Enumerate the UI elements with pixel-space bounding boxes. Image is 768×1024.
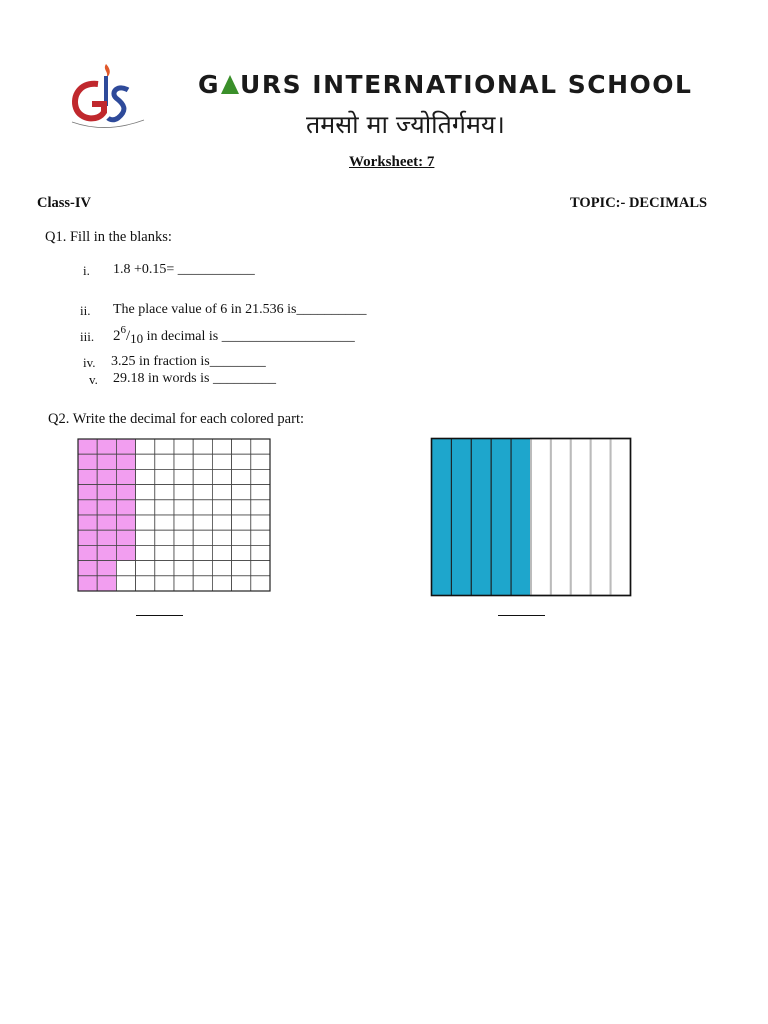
- grid-cell: [155, 469, 174, 484]
- grid-cell-shaded: [97, 561, 116, 576]
- grid-cell: [212, 561, 231, 576]
- grid-cell: [155, 485, 174, 500]
- school-logo: [66, 62, 148, 134]
- grid-cell-shaded: [78, 469, 97, 484]
- grid-cell: [232, 515, 251, 530]
- grid-cell-shaded: [116, 454, 135, 469]
- fraction-denominator: 10: [130, 331, 144, 346]
- grid-cell: [116, 561, 135, 576]
- hundredths-grid: [77, 438, 271, 592]
- grid-cell: [212, 454, 231, 469]
- grid-cell: [212, 530, 231, 545]
- grid-cell-shaded: [116, 485, 135, 500]
- grid-cell-shaded: [116, 500, 135, 515]
- grid-cell: [136, 439, 155, 454]
- strip-shaded: [471, 439, 491, 596]
- item-number: iv.: [83, 355, 96, 370]
- q1-item-text: 1.8 +0.15= ___________: [113, 262, 255, 277]
- grid-cell: [212, 545, 231, 560]
- grid-cell-shaded: [97, 469, 116, 484]
- strip-shaded: [511, 439, 531, 596]
- grid-cell: [136, 576, 155, 591]
- torch-flame-icon: [105, 64, 110, 78]
- strip: [531, 439, 551, 596]
- grid-cell: [232, 576, 251, 591]
- grid-cell: [193, 515, 212, 530]
- grid-cell-shaded: [97, 485, 116, 500]
- grid-cell: [155, 530, 174, 545]
- grid-cell-shaded: [78, 485, 97, 500]
- grid-cell-shaded: [97, 500, 116, 515]
- grid-cell-shaded: [78, 545, 97, 560]
- grid-cell: [136, 545, 155, 560]
- grid-cell: [193, 545, 212, 560]
- grid-cell: [155, 500, 174, 515]
- grid-cell: [174, 439, 193, 454]
- item-number: i.: [83, 263, 90, 278]
- grid-cell: [251, 439, 270, 454]
- strip-shaded: [451, 439, 471, 596]
- strip: [591, 439, 611, 596]
- grid-cell-shaded: [78, 515, 97, 530]
- strip-shaded: [491, 439, 511, 596]
- grid-cell: [232, 561, 251, 576]
- grid-cell: [232, 530, 251, 545]
- grid-cell: [251, 561, 270, 576]
- grid-cell: [193, 439, 212, 454]
- grid-cell: [251, 515, 270, 530]
- school-name: G URS INTERNATIONAL SCHOOL: [198, 70, 693, 99]
- grid-cell: [251, 530, 270, 545]
- grid-cell: [193, 561, 212, 576]
- grid-cell-shaded: [116, 469, 135, 484]
- answer-blank-strips[interactable]: [498, 615, 545, 616]
- class-label: Class-IV: [37, 195, 91, 211]
- grid-cell: [251, 454, 270, 469]
- grid-cell: [251, 500, 270, 515]
- logo-letter-g: [75, 84, 104, 119]
- grid-cell: [136, 530, 155, 545]
- grid-cell-shaded: [78, 530, 97, 545]
- strip: [571, 439, 591, 596]
- fraction-numerator: 6: [120, 324, 126, 336]
- school-motto: तमसो मा ज्योतिर्गमय।: [306, 110, 505, 139]
- grid-cell: [212, 469, 231, 484]
- q1-title: Q1. Fill in the blanks:: [45, 229, 172, 245]
- fraction-whole: 2: [113, 328, 121, 344]
- grid-cell: [174, 561, 193, 576]
- grid-cell: [193, 530, 212, 545]
- strip: [611, 439, 631, 596]
- grid-cell: [155, 545, 174, 560]
- grid-cell-shaded: [116, 545, 135, 560]
- q1-item-text: 29.18 in words is _________: [113, 371, 276, 386]
- grid-cell-shaded: [97, 576, 116, 591]
- grid-cell: [193, 500, 212, 515]
- grid-cell: [174, 515, 193, 530]
- grid-cell: [155, 576, 174, 591]
- grid-cell: [232, 469, 251, 484]
- grid-cell-shaded: [116, 515, 135, 530]
- tenths-strips: [430, 437, 632, 597]
- q1-item-text: in decimal is ___________________: [143, 329, 355, 344]
- grid-cell: [212, 485, 231, 500]
- grid-cell: [155, 439, 174, 454]
- fraction-slash: /: [126, 328, 131, 344]
- strip: [551, 439, 571, 596]
- grid-cell: [136, 500, 155, 515]
- grid-cell: [136, 485, 155, 500]
- item-number: ii.: [80, 303, 91, 318]
- q2-title: Q2. Write the decimal for each colored part:: [48, 411, 305, 427]
- grid-cell: [212, 576, 231, 591]
- grid-cell: [155, 515, 174, 530]
- grid-cell: [212, 515, 231, 530]
- grid-cell: [155, 561, 174, 576]
- grid-cell-shaded: [78, 500, 97, 515]
- grid-cell: [193, 485, 212, 500]
- grid-cell: [232, 485, 251, 500]
- grid-cell-shaded: [97, 439, 116, 454]
- item-number: v.: [89, 372, 98, 387]
- topic-label: TOPIC:- DECIMALS: [570, 195, 708, 211]
- grid-cell: [193, 469, 212, 484]
- grid-cell: [174, 530, 193, 545]
- grid-cell: [212, 500, 231, 515]
- grid-cell: [232, 545, 251, 560]
- grid-cell-shaded: [97, 515, 116, 530]
- grid-cell: [232, 439, 251, 454]
- grid-cell: [174, 485, 193, 500]
- grid-cell-shaded: [78, 439, 97, 454]
- grid-cell-shaded: [78, 561, 97, 576]
- grid-cell-shaded: [116, 530, 135, 545]
- grid-cell: [174, 500, 193, 515]
- q1-item-fraction: [113, 324, 355, 347]
- grid-cell: [136, 469, 155, 484]
- grid-cell: [174, 469, 193, 484]
- grid-cell-shaded: [78, 576, 97, 591]
- grid-cell: [136, 561, 155, 576]
- grid-cell: [155, 454, 174, 469]
- triangle-a-icon: [221, 75, 239, 94]
- logo-letter-s: [108, 88, 128, 120]
- grid-cell: [174, 454, 193, 469]
- grid-cell: [251, 469, 270, 484]
- worksheet-title: Worksheet: 7: [349, 154, 435, 170]
- grid-cell: [251, 576, 270, 591]
- item-number: iii.: [80, 329, 95, 344]
- grid-cell: [136, 515, 155, 530]
- grid-cell-shaded: [78, 454, 97, 469]
- grid-cell: [116, 576, 135, 591]
- grid-cell: [251, 545, 270, 560]
- grid-cell: [232, 500, 251, 515]
- grid-cell: [174, 545, 193, 560]
- grid-cell: [251, 485, 270, 500]
- grid-cell: [193, 454, 212, 469]
- q1-item-text: 3.25 in fraction is________: [111, 354, 266, 369]
- grid-cell-shaded: [97, 530, 116, 545]
- grid-cell: [232, 454, 251, 469]
- strip-shaded: [432, 439, 452, 596]
- q1-item-text: The place value of 6 in 21.536 is__________: [113, 302, 367, 317]
- grid-cell-shaded: [97, 454, 116, 469]
- grid-cell: [136, 454, 155, 469]
- grid-cell: [212, 439, 231, 454]
- grid-cell-shaded: [97, 545, 116, 560]
- grid-cell-shaded: [116, 439, 135, 454]
- answer-blank-grid[interactable]: [136, 615, 183, 616]
- grid-cell: [174, 576, 193, 591]
- grid-cell: [193, 576, 212, 591]
